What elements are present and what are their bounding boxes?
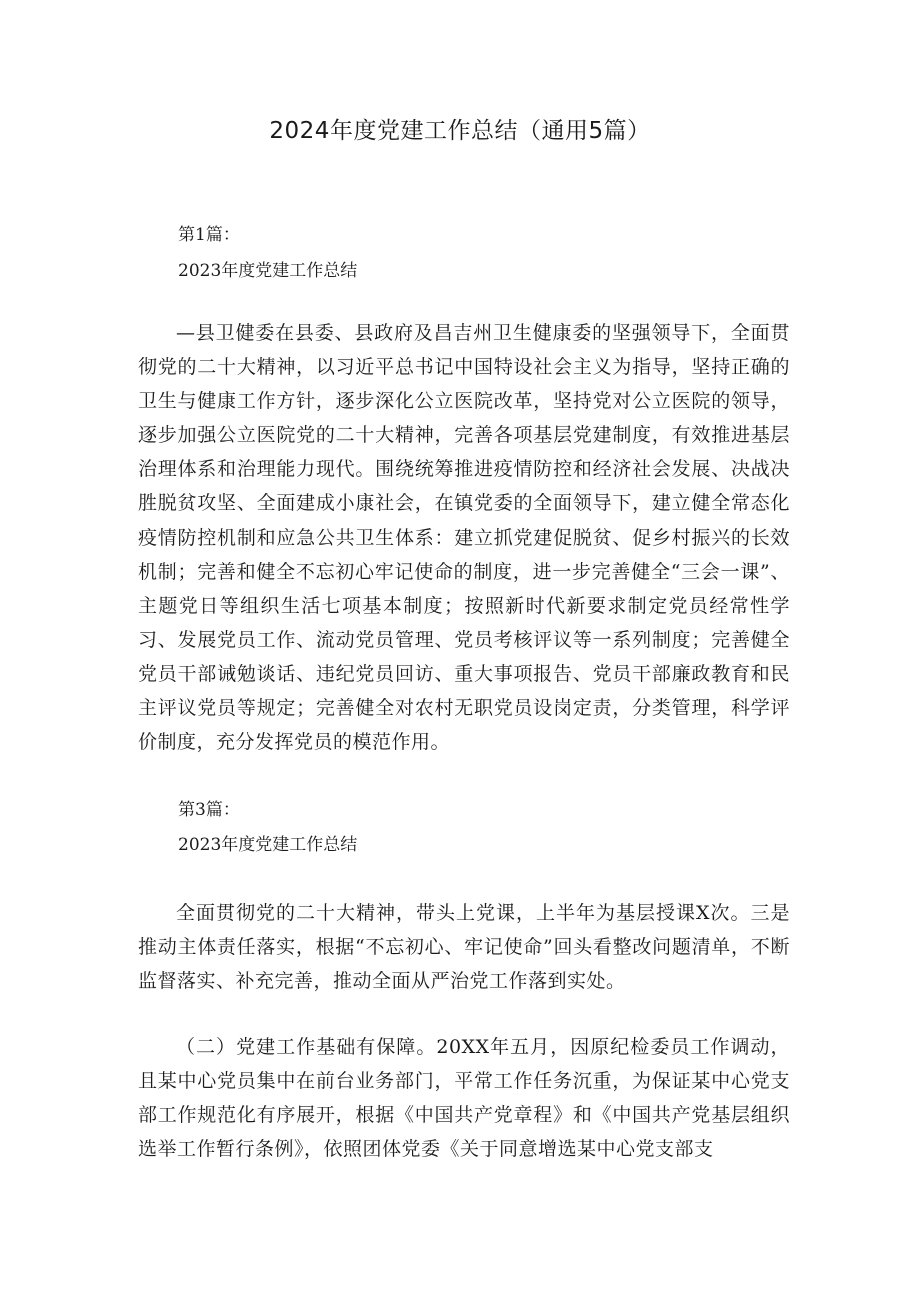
section-3-paragraph-1: 全面贯彻党的二十大精神，带头上党课，上半年为基层授课X次。三是推动主体责任落实，根据“不忘初心、牢记使命”回头看整改问题清单，不断监督落实、补充完善，推动全面从严治党工作落到实处。 [138, 902, 790, 993]
section-1-paragraph-1: —县卫健委在县委、县政府及昌吉州卫生健康委的坚强领导下，全面贯彻党的二十大精神，以习近平总书记中国特设社会主义为指导，坚持正确的卫生与健康工作方针，逐步深化公立医院改革，坚持党对公立医院的领导，逐步加强公立医院党的二十大精神，完善各项基层党建制度，有效推进基层治理体系和治理能力现代。围绕统筹推进疫情防控和经济社会发展、决战决胜脱贫攻坚、全面建成小康社会，在镇党委的全面领导下，建立健全常态化疫情防控机制和应急公共卫生体系：建立抓党建促脱贫、促乡村振兴的长效机制；完善和健全不忘初心牢记使命的制度，进一步完善健全“三会一课”、主题党日等组织生活七项基本制度；按照新时代新要求制定党员经常性学习、发展党员工作、流动党员管理、党员考核评议等一系列制度；完善健全党员干部诫勉谈话、违纪党员回访、重大事项报告、党员干部廉政教育和民主评议党员等规定；完善健全对农村无职党员设岗定责，分类管理，科学评价制度，充分发挥党员的模范作用。 [138, 322, 790, 754]
section-3-label: 第3篇： [178, 800, 240, 820]
section-3-paragraph-2: （二）党建工作基础有保障。20XX年五月，因原纪检委员工作调动，且某中心党员集中在前台业务部门，平常工作任务沉重，为保证某中心党支部工作规范化有序展开，根据《中国共产党章程》和《中国共产党基层组织选举工作暂行条例》，依照团体党委《关于同意增选某中心党支部支 [138, 1036, 790, 1161]
section-3-subtitle: 2023年度党建工作总结 [178, 835, 358, 855]
section-1-label: 第1篇： [178, 225, 240, 245]
document-title: 2024年度党建工作总结（通用5篇） [269, 118, 651, 144]
section-1-subtitle: 2023年度党建工作总结 [178, 261, 358, 281]
